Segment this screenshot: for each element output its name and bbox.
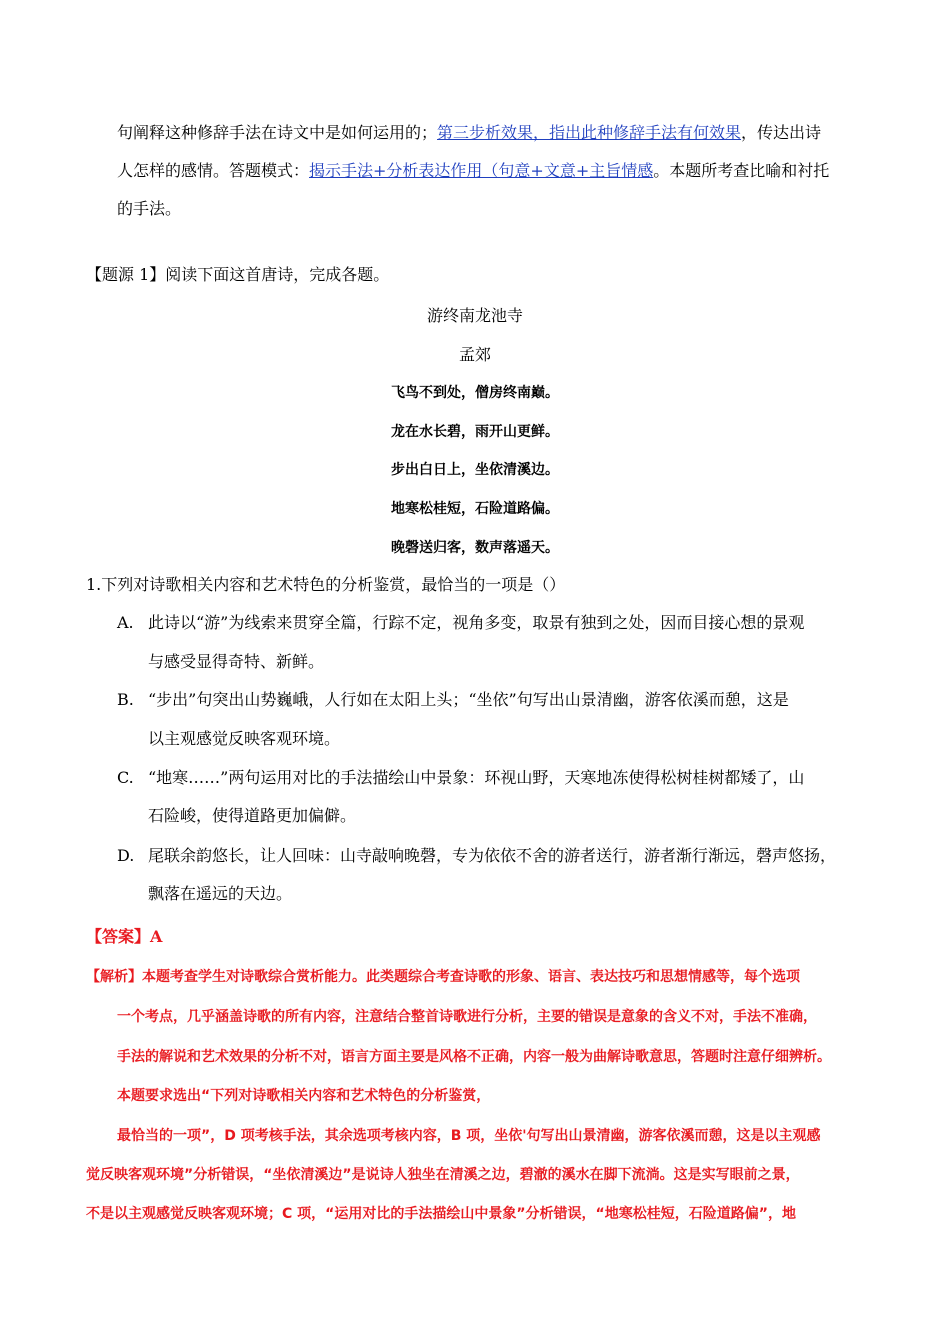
option-a-line-1: 此诗以“游”为线索来贯穿全篇，行踪不定，视角多变，取景有独到之处，因而目接心想的景观 bbox=[148, 613, 805, 632]
poem-title: 游终南龙池寺 bbox=[426, 306, 523, 325]
option-letter-b: B. bbox=[117, 690, 134, 709]
option-a-line-2: 与感受显得奇特、新鲜。 bbox=[148, 652, 325, 671]
poem-line: 步出白日上，坐依清溪边。 bbox=[391, 462, 559, 478]
intro-link-step3[interactable]: 第三步析效果，指出此种修辞手法有何效果 bbox=[437, 123, 742, 142]
option-c-line-2: 石险峻，使得道路更加偏僻。 bbox=[148, 806, 357, 825]
option-letter-c: C. bbox=[117, 768, 134, 787]
intro-text: 人怎样的感情。答题模式： bbox=[117, 161, 310, 180]
option-d-line-1: 尾联余韵悠长，让人回味：山寺敲响晚磬，专为依依不舍的游者送行，游者渐行渐远，磬声悠扬， bbox=[148, 846, 837, 865]
intro-line-2 bbox=[117, 160, 829, 182]
intro-line-3: 的手法。 bbox=[117, 199, 182, 218]
option-d-line-2: 飘落在遥远的天边。 bbox=[148, 884, 293, 903]
intro-line-1 bbox=[117, 122, 821, 144]
poem-author: 孟郊 bbox=[458, 345, 491, 364]
analysis-line: 【解析】本题考查学生对诗歌综合赏析能力。此类题综合考查诗歌的形象、语言、表达技巧和思想情感等，每个选项 bbox=[86, 969, 800, 985]
analysis-line: 最恰当的一项”，D 项考核手法，其余选项考核内容，B 项，坐依'句写出山景清幽，游客依溪而憩，这是以主观感 bbox=[117, 1128, 821, 1144]
poem-line: 龙在水长碧，雨开山更鲜。 bbox=[391, 424, 559, 440]
source-label: 【题源 1】阅读下面这首唐诗，完成各题。 bbox=[86, 265, 390, 284]
poem-line: 飞鸟不到处，僧房终南巅。 bbox=[391, 385, 559, 401]
option-b-line-1: “步出”句突出山势巍峨，人行如在太阳上头；“坐依”句写出山景清幽，游客依溪而憩，这是 bbox=[148, 690, 789, 709]
analysis-line: 本题要求选出“下列对诗歌相关内容和艺术特色的分析鉴赏， bbox=[117, 1088, 491, 1104]
poem-line: 晚磬送归客，数声落遥天。 bbox=[391, 540, 559, 556]
answer: 【答案】A bbox=[86, 927, 163, 946]
option-letter-a: A. bbox=[117, 613, 134, 632]
option-letter-d: D. bbox=[117, 846, 135, 865]
analysis-line: 不是以主观感觉反映客观环境；C 项，“运用对比的手法描绘山中景象”分析错误，“地寒松桂短，石险道路偏”，地 bbox=[86, 1206, 796, 1222]
analysis-line: 一个考点，几乎涵盖诗歌的所有内容，注意结合整首诗歌进行分析，主要的错误是意象的含义不对，手法不准确， bbox=[117, 1009, 817, 1025]
option-b-line-2: 以主观感觉反映客观环境。 bbox=[148, 729, 341, 748]
analysis-line: 觉反映客观环境”分析错误，“坐依清溪边”是说诗人独坐在清溪之边，碧澈的溪水在脚下流淌。这是实写眼前之景， bbox=[86, 1167, 800, 1183]
intro-text: 句阐释这种修辞手法在诗文中是如何运用的； bbox=[117, 123, 438, 142]
intro-text: ，传达出诗 bbox=[741, 123, 822, 142]
analysis-line: 手法的解说和艺术效果的分析不对，语言方面主要是风格不正确，内容一般为曲解诗歌意思，答题时注意仔细辨析。 bbox=[117, 1049, 831, 1065]
option-c-line-1: “地寒……”两句运用对比的手法描绘山中景象：环视山野，天寒地冻使得松树桂树都矮了，山 bbox=[148, 768, 805, 787]
intro-link-answer-model[interactable]: 揭示手法+分析表达作用（句意+文意+主旨情感 bbox=[309, 161, 654, 180]
intro-text: 。本题所考查比喻和衬托 bbox=[653, 161, 830, 180]
question-stem: 1.下列对诗歌相关内容和艺术特色的分析鉴赏，最恰当的一项是（） bbox=[86, 575, 566, 594]
poem-line: 地寒松桂短，石险道路偏。 bbox=[391, 501, 559, 517]
